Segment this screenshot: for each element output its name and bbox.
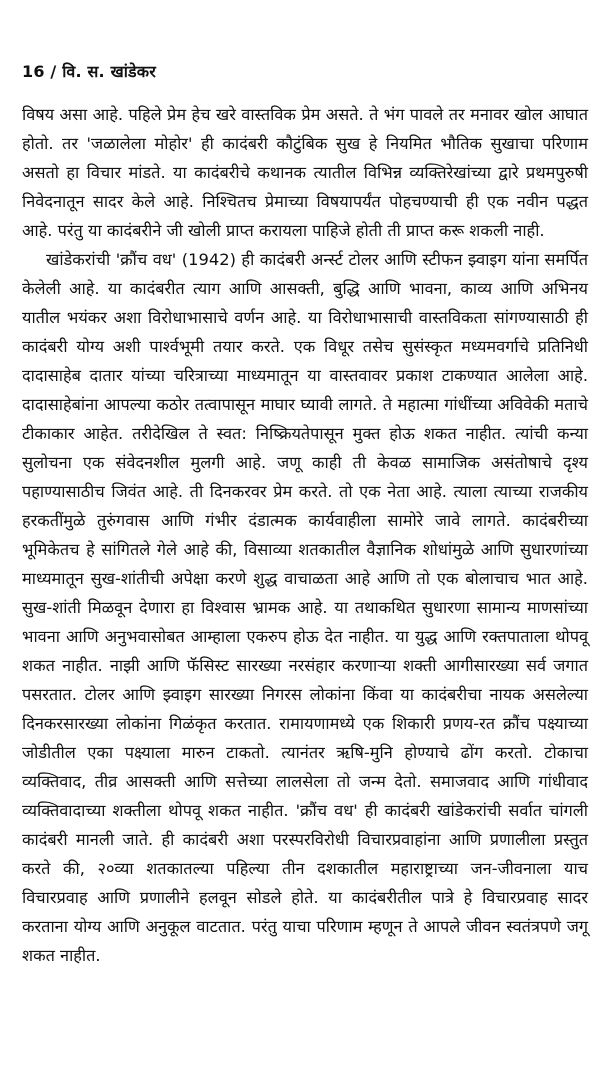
paragraph-2: खांडेकरांची 'क्रौंच वध' (1942) ही कादंबरी अर्न्स्ट टोलर आणि स्टीफन झ्वाइग यांना समर्पित केलेली आहे. या कादंबरीत त्याग आणि आसक्ती, बुद्धि आणि भावना, काव्य आणि अभिनय यातील भयंकर अशा विरोधाभासाचे वर्णन आहे. या विरोधाभासाची वास्तविकता सांगण्यासाठी ही कादंबरी योग्य अशी पार्श्वभूमी तयार करते. एक विधूर तसेच सुसंस्कृत मध्यमवर्गाचे प्रतिनिधी दादासाहेब दातार यांच्या चरित्राच्या माध्यमातून या वास्तवावर प्रकाश टाकण्यात आलेला आहे. दादासाहेबांना आपल्या कठोर तत्वापासून माघार घ्यावी लागते. ते महात्मा गांधींच्या अविवेकी मताचे टीकाकार आहेत. तरीदेखिल ते स्वत: निष्क्रियतेपासून मुक्त होऊ शकत नाहीत. त्यांची कन्या सुलोचना एक संवेदनशील मुलगी आहे. जणू काही ती केवळ सामाजिक असंतोषाचे दृश्य पहाण्यासाठीच जिवंत आहे. ती दिनकरवर प्रेम करते. तो एक नेता आहे. त्याला त्याच्या राजकीय हरकतींमुळे तुरुंगवास आणि गंभीर दंडात्मक कार्यवाहीला सामोरे जावे लागते. कादंबरीच्या भूमिकेतच हे सांगितले गेले आहे की, विसाव्या शतकातील वैज्ञानिक शोधांमुळे आणि सुधारणांच्या माध्यमातून सुख-शांतीची अपेक्षा करणे शुद्ध वाचाळता आहे आणि तो एक बोलाचाच भात आहे. सुख-शांती मिळवून देणारा हा विश्वास भ्रामक आहे. या तथाकथित सुधारणा सामान्य माणसांच्या भावना आणि अनुभवासोबत आम्हाला एकरुप होऊ देत नाहीत. या युद्ध आणि रक्तपाताला थोपवू शकत नाहीत. नाझी आणि फॅसिस्ट सारख्या नरसंहार करणाऱ्या शक्ती आगीसारख्या सर्व जगात पसरतात. टोलर आणि झ्वाइग सारख्या निगरस लोकांना किंवा या कादंबरीचा नायक असलेल्या दिनकरसारख्या लोकांना गिळंकृत करतात. रामायणामध्ये एक शिकारी प्रणय-रत क्रौंच पक्ष्याच्या जोडीतील एका पक्ष्याला मारुन टाकतो. त्यानंतर ऋषि-मुनि होण्याचे ढोंग करतो. टोकाचा व्यक्तिवाद, तीव्र आसक्ती आणि सत्तेच्या लालसेला तो जन्म देतो. समाजवाद आणि गांधीवाद व्यक्तिवादाच्या शक्तीला थोपवू शकत नाहीत. 'क्रौंच वध' ही कादंबरी खांडेकरांची सर्वात चांगली कादंबरी मानली जाते. ही कादंबरी अशा परस्परविरोधी विचारप्रवाहांना आणि प्रणालीला प्रस्तुत करते की, २०व्या शतकातल्या पहिल्या तीन दशकातील महाराष्ट्राच्या जन-जीवनाला याच विचारप्रवाह आणि प्रणालीने हलवून सोडले होते. या कादंबरीतील पात्रे हे विचारप्रवाह सादर करताना योग्य आणि अनुकूल वाटतात. परंतु याचा परिणाम म्हणून ते आपले जीवन स्वतंत्रपणे जगू शकत नाहीत. bbox=[22, 250, 588, 965]
body-text bbox=[22, 100, 588, 970]
running-head: 16 / वि. स. खांडेकर bbox=[22, 62, 157, 81]
paragraph-1: विषय असा आहे. पहिले प्रेम हेच खरे वास्तविक प्रेम असते. ते भंग पावले तर मनावर खोल आघात होतो. तर 'जळालेला मोहोर' ही कादंबरी कौटुंबिक सुख हे नियमित भौतिक सुखाचा परिणाम असतो हा विचार मांडते. या कादंबरीचे कथानक त्यातील विभिन्न व्यक्तिरेखांच्या द्वारे प्रथमपुरुषी निवेदनातून सादर केले आहे. निश्चितच प्रेमाच्या विषयापर्यंत पोहचण्याची ही एक नवीन पद्धत आहे. परंतु या कादंबरीने जी खोली प्राप्त करायला पाहिजे होती ती प्राप्त करू शकली नाही. bbox=[22, 105, 588, 240]
